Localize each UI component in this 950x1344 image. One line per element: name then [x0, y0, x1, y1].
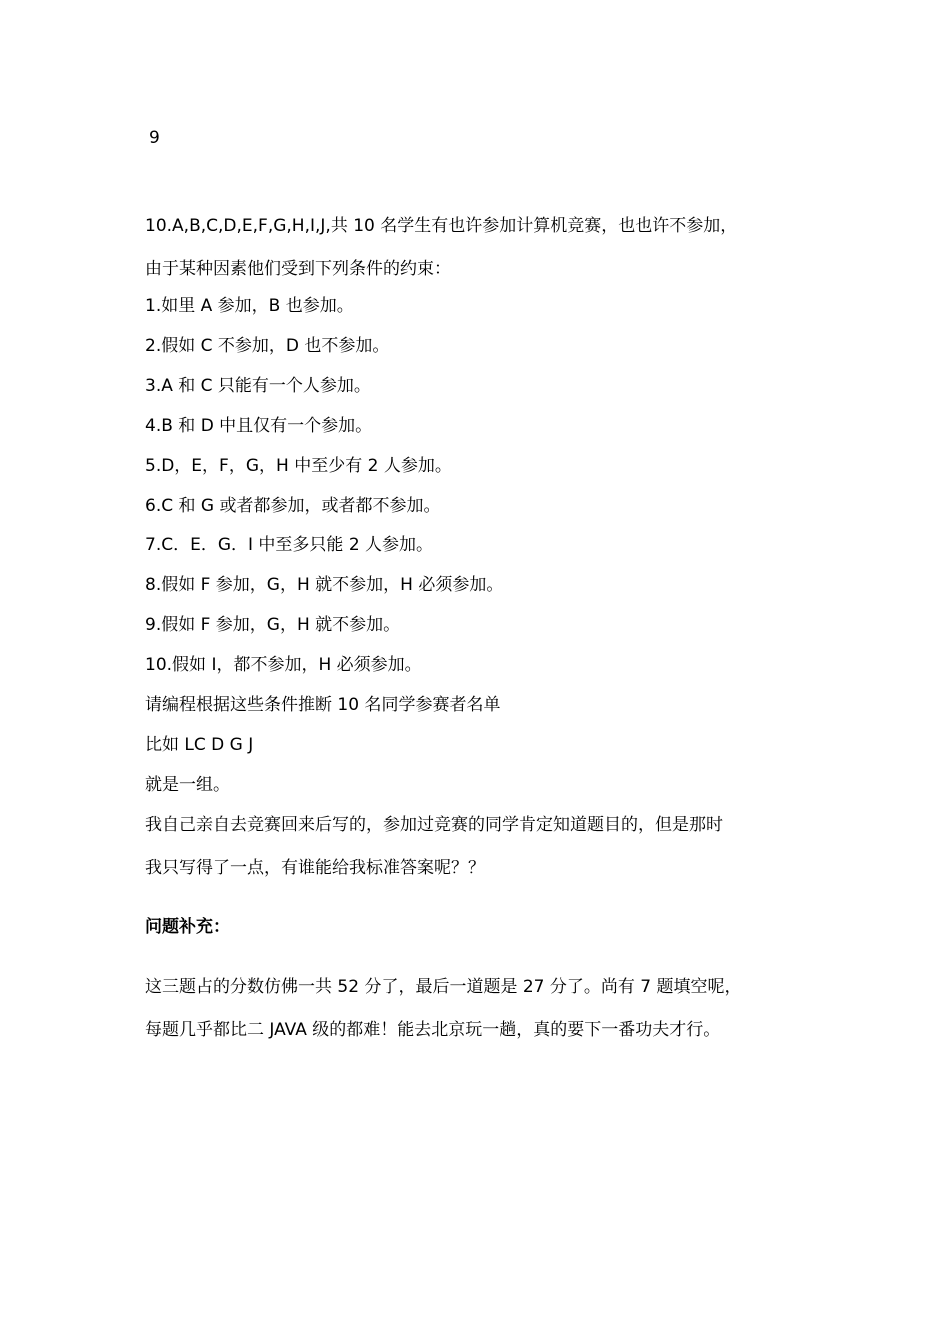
condition-line: 1.如里 A 参加，B 也参加。	[145, 296, 354, 316]
note-line: 我自己亲自去竞赛回来后写的，参加过竞赛的同学肯定知道题目的，但是那时	[145, 815, 723, 835]
instruction-line: 请编程根据这些条件推断 10 名同学参赛者名单	[145, 695, 501, 715]
condition-line: 8.假如 F 参加，G，H 就不参加，H 必须参加。	[145, 575, 504, 595]
condition-line: 7.C．E．G．I 中至多只能 2 人参加。	[145, 535, 434, 555]
note-line: 我只写得了一点，有谁能给我标准答案呢？？	[145, 858, 485, 878]
condition-line: 3.A 和 C 只能有一个人参加。	[145, 376, 371, 396]
example-line: 比如 LC D G J	[145, 735, 254, 755]
condition-line: 2.假如 C 不参加，D 也不参加。	[145, 336, 390, 356]
condition-line: 9.假如 F 参加，G，H 就不参加。	[145, 615, 401, 635]
question-line: 由于某种因素他们受到下列条件的约束：	[145, 259, 451, 279]
condition-line: 5.D，E，F，G，H 中至少有 2 人参加。	[145, 456, 452, 476]
condition-line: 10.假如 I，都不参加，H 必须参加。	[145, 655, 422, 675]
question-line: 10.A,B,C,D,E,F,G,H,I,J,共 10 名学生有也许参加计算机竞赛，也也许不参加，	[145, 216, 738, 236]
page-number: 9	[149, 128, 160, 148]
condition-line: 4.B 和 D 中且仅有一个参加。	[145, 416, 373, 436]
condition-line: 6.C 和 G 或者都参加，或者都不参加。	[145, 496, 441, 516]
supplement-heading: 问题补充：	[145, 917, 230, 937]
example-line: 就是一组。	[145, 775, 230, 795]
supplement-line: 每题几乎都比二 JAVA 级的都难！能去北京玩一趟，真的要下一番功夫才行。	[145, 1020, 721, 1040]
supplement-line: 这三题占的分数仿佛一共 52 分了，最后一道题是 27 分了。尚有 7 题填空呢，	[145, 977, 742, 997]
